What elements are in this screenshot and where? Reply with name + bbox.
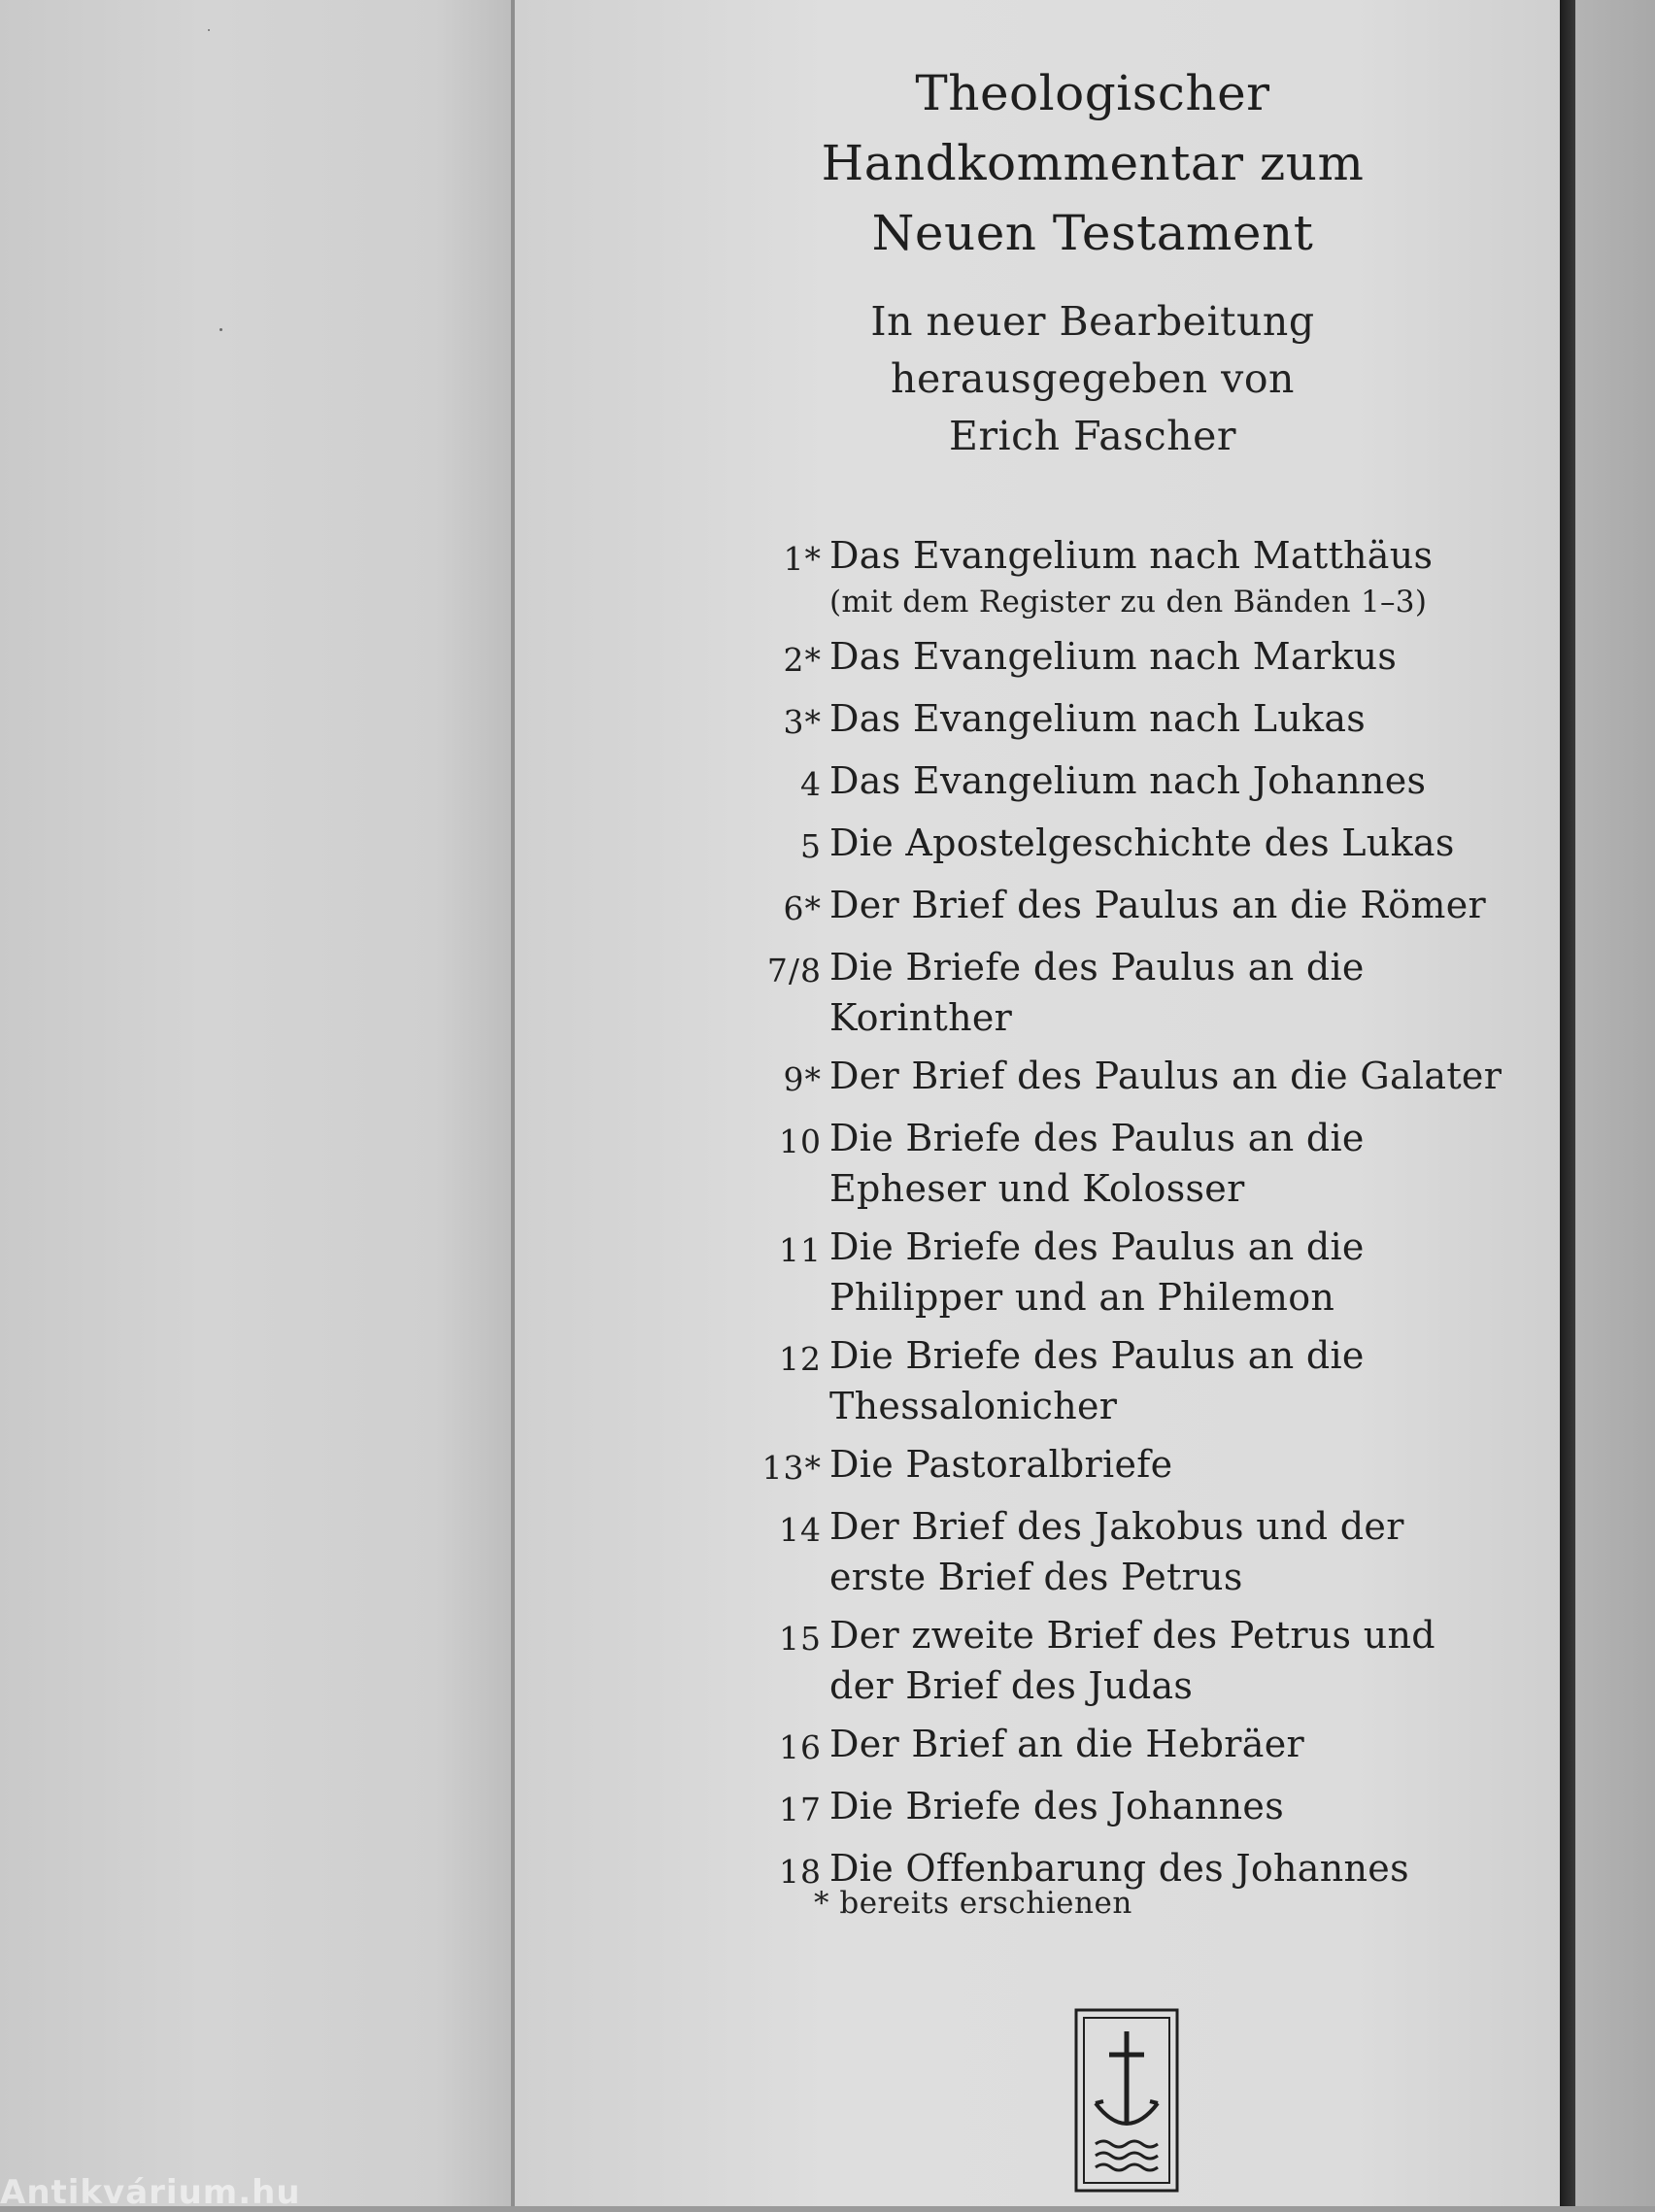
volume-number: 16 [779,1728,822,1766]
volume-entry [748,1501,1486,1602]
page-edge [1560,0,1575,2206]
title-line: Neuen Testament [871,205,1314,261]
volume-number: 3* [783,703,822,741]
volume-title: Die Briefe des Paulus an die [829,1334,1365,1377]
volume-entry [748,631,1486,686]
volume-title-cont: Korinther [829,996,1013,1039]
left-blank-page [0,0,513,2206]
volume-note: (mit dem Register zu den Bänden 1–3) [829,585,1428,620]
volume-title: Das Evangelium nach Lukas [829,697,1367,740]
volume-number: 11 [779,1231,822,1269]
volume-entry [748,1222,1486,1323]
volume-entry [748,880,1486,934]
volume-title: Das Evangelium nach Matthäus [829,534,1434,577]
volume-entry [748,1781,1486,1835]
volume-number: 17 [779,1791,822,1828]
volume-title-cont: der Brief des Judas [829,1664,1194,1707]
volume-title: Der zweite Brief des Petrus und [829,1614,1435,1657]
volume-title: Die Offenbarung des Johannes [829,1847,1409,1890]
paper-speck [208,29,210,31]
volume-title: Die Briefe des Paulus an die [829,1225,1365,1268]
editor-credit [738,293,1447,465]
watermark: Antikvárium.hu [0,2173,301,2212]
volume-title: Die Briefe des Johannes [829,1785,1285,1827]
volume-entry [748,1113,1486,1214]
volume-number: 15 [779,1620,822,1658]
volume-title: Der Brief des Paulus an die Galater [829,1055,1503,1097]
volume-number: 5 [800,827,822,865]
subtitle-line: In neuer Bearbeitung [870,298,1315,345]
volume-entry [748,1719,1486,1773]
volume-number: 1* [783,540,822,578]
volume-title: Der Brief des Jakobus und der [829,1505,1404,1548]
title-line: Handkommentar zum [821,135,1365,191]
volume-number: 18 [779,1853,822,1891]
volume-title: Die Pastoralbriefe [829,1443,1173,1486]
series-title [738,58,1447,268]
volume-entry [748,1439,1486,1493]
subtitle-line: herausgegeben von [891,355,1295,402]
volume-number: 2* [783,641,822,679]
volume-title: Die Briefe des Paulus an die [829,1117,1365,1159]
volume-number: 13* [761,1449,822,1487]
volume-entry [748,693,1486,748]
volume-title-cont: Thessalonicher [829,1385,1118,1427]
volume-title-cont: Philipper und an Philemon [829,1276,1335,1319]
volume-title-cont: erste Brief des Petrus [829,1556,1243,1598]
volume-number: 12 [779,1340,822,1378]
volume-entry [748,818,1486,872]
volume-title: Die Briefe des Paulus an die [829,946,1365,989]
footnote: * bereits erschienen [814,1886,1132,1921]
volume-title: Der Brief des Paulus an die Römer [829,884,1486,926]
volume-number: 14 [779,1511,822,1549]
cross-ship-on-waves-icon [1074,2008,1179,2193]
editor-name: Erich Fascher [949,413,1236,459]
volume-entry [748,942,1486,1043]
volume-number: 6* [783,889,822,927]
volume-entry [748,1610,1486,1711]
background-surface [1575,0,1655,2206]
volume-list [748,530,1503,1897]
volume-title: Der Brief an die Hebräer [829,1723,1304,1765]
volume-number: 9* [783,1060,822,1098]
volume-title: Das Evangelium nach Markus [829,635,1398,678]
volume-number: 7/8 [766,952,822,989]
volume-entry [748,755,1486,810]
volume-entry [748,1330,1486,1431]
volume-title: Das Evangelium nach Johannes [829,759,1427,802]
volume-title-cont: Epheser und Kolosser [829,1167,1245,1210]
volume-number: 4 [800,765,822,803]
volume-entry [748,1051,1503,1105]
volume-number: 10 [779,1123,822,1160]
volume-title: Die Apostelgeschichte des Lukas [829,821,1455,864]
volume-entry [748,530,1486,623]
title-line: Theologischer [915,65,1270,121]
paper-speck [220,328,222,331]
